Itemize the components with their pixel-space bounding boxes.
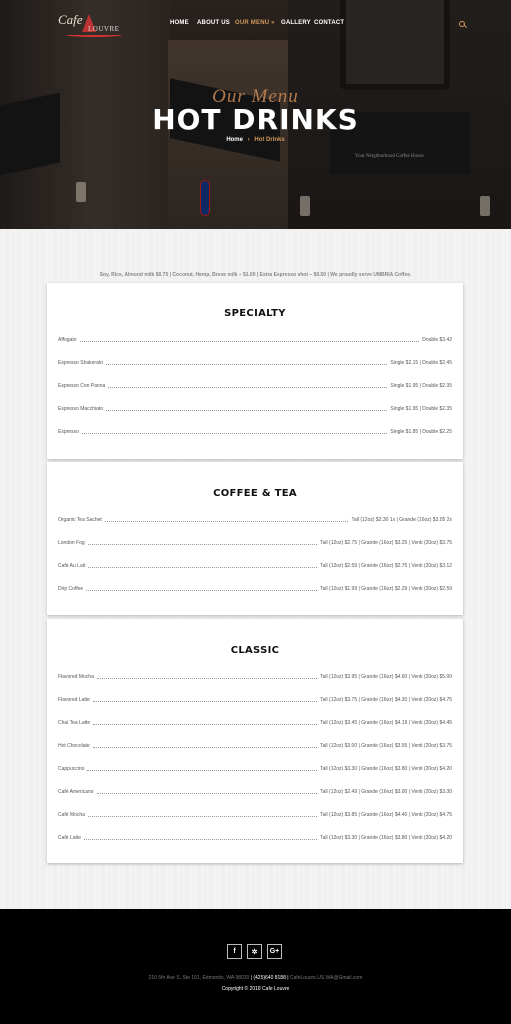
leader-dots <box>93 747 317 748</box>
menu-item-price: Single $1.85 | Double $2.25 <box>390 429 452 435</box>
nav-our-menu[interactable]: OUR MENU » <box>235 20 275 26</box>
leader-dots <box>108 387 387 388</box>
leader-dots <box>86 590 317 591</box>
menu-item-name: Flavored Mocha <box>58 674 94 680</box>
menu-note: Soy, Rice, Almond milk $0.75 | Coconut, Hemp, Breve milk – $1.00 | Extra Espresso shot – $0.50 | We proudly serve UMBRIA Coffee. <box>99 272 412 278</box>
nav-contact[interactable]: CONTACT <box>314 20 345 26</box>
menu-item-name: Cappuccino <box>58 766 85 772</box>
leader-dots <box>97 678 317 679</box>
menu-item-name: Espresso Shakerato <box>58 360 104 366</box>
menu-card-specialty <box>47 283 463 459</box>
menu-item <box>58 515 452 523</box>
menu-item <box>58 787 452 795</box>
leader-dots <box>87 770 317 771</box>
site-footer <box>0 909 511 1024</box>
menu-item <box>58 427 452 435</box>
menu-item <box>58 764 452 772</box>
section-title: COFFEE & TEA <box>213 488 297 499</box>
menu-item <box>58 810 452 818</box>
leader-dots <box>106 410 387 411</box>
leader-dots <box>97 793 318 794</box>
menu-item <box>58 584 452 592</box>
breadcrumb-home[interactable]: Home <box>226 137 243 143</box>
menu-item-name: Hot Chocolate <box>58 743 90 749</box>
logo-swoosh <box>66 33 122 37</box>
nav-home[interactable]: HOME <box>170 20 189 26</box>
breadcrumb-separator: › <box>247 137 250 143</box>
menu-item-price: Tall (12oz) $3.75 | Grande (16oz) $4.30 | Venti (20oz) $4.75 <box>320 697 452 703</box>
footer-address: 210 5th Ave S, Ste 101, Edmonds, WA 98020 <box>148 975 250 981</box>
menu-item-price: Single $2.15 | Double $2.45 <box>390 360 452 366</box>
menu-item-name: Café Mocha <box>58 812 85 818</box>
breadcrumb-current: Hot Drinks <box>254 137 285 143</box>
menu-item <box>58 561 452 569</box>
menu-item <box>58 695 452 703</box>
menu-item <box>58 358 452 366</box>
footer-phone[interactable]: (425)640 8188 <box>253 975 286 981</box>
menu-item-name: Drip Coffee <box>58 586 84 592</box>
menu-item-name: Organic Tea Sachet <box>58 517 102 523</box>
nav-about-us[interactable]: ABOUT US <box>197 20 230 26</box>
menu-card-coffee-tea <box>47 462 463 615</box>
footer-copyright: Copyright © 2018 Cafe Louvre <box>221 986 290 992</box>
footer-email[interactable]: CafeLouvre.US.WA@Gmail.com <box>289 975 363 981</box>
menu-item-price: Double $3.42 <box>422 337 452 343</box>
menu-item-price: Tall (12oz) $2.49 | Grande (16oz) $3.00 | Venti (20oz) $3.30 <box>320 789 452 795</box>
menu-item <box>58 741 452 749</box>
menu-item-name: Café Au Lait <box>58 563 86 569</box>
menu-item-price: Single $1.95 | Double $2.35 <box>390 383 452 389</box>
menu-card-classic <box>47 619 463 863</box>
menu-item <box>58 538 452 546</box>
menu-item-name: London Fog <box>58 540 85 546</box>
leader-dots <box>88 544 317 545</box>
menu-item-name: Espresso <box>58 429 79 435</box>
google-plus-icon[interactable]: G+ <box>267 944 282 959</box>
leader-dots <box>93 701 317 702</box>
menu-item <box>58 335 452 343</box>
menu-item-price: Tall (12oz) $3.00 | Grande (16oz) $3.55 | Venti (20oz) $3.75 <box>320 743 452 749</box>
menu-item-price: Tall (12oz) $1.99 | Grande (16oz) $2.29 | Venti (20oz) $2.59 <box>320 586 452 592</box>
menu-item-price: Tall (12oz) $3.85 | Grande (16oz) $4.40 | Venti (20oz) $4.75 <box>320 812 452 818</box>
leader-dots <box>106 364 387 365</box>
menu-item-price: Tall (12oz) $3.30 | Grande (16oz) $3.80 | Venti (20oz) $4.20 <box>320 835 452 841</box>
site-logo[interactable] <box>58 12 118 38</box>
logo-word: LOUVRE <box>88 25 120 33</box>
yelp-icon[interactable]: ✲ <box>247 944 262 959</box>
awning-text: Your Neighborhood Coffee House <box>355 154 424 159</box>
menu-item-price: Tall (12oz) $2.30 1x | Grande (16oz) $3.05 2x <box>351 517 452 523</box>
breadcrumb <box>0 137 511 143</box>
leader-dots <box>88 816 317 817</box>
leader-dots <box>88 567 317 568</box>
menu-item-name: Café Latte <box>58 835 82 841</box>
menu-item <box>58 833 452 841</box>
menu-item-name: Café Americano <box>58 789 94 795</box>
hero-subtitle: Our Menu <box>212 86 299 107</box>
nav-gallery[interactable]: GALLERY <box>281 20 311 26</box>
leader-dots <box>84 839 317 840</box>
menu-item <box>58 381 452 389</box>
menu-item-name: Affogato <box>58 337 77 343</box>
leader-dots <box>93 724 317 725</box>
leader-dots <box>80 341 420 342</box>
menu-item-name: Espresso Macchiato <box>58 406 104 412</box>
menu-item-price: Tall (12oz) $2.75 | Grande (16oz) $3.25 | Venti (20oz) $3.75 <box>320 540 452 546</box>
menu-item-price: Tall (12oz) $3.30 | Grande (16oz) $3.80 | Venti (20oz) $4.20 <box>320 766 452 772</box>
facebook-icon[interactable]: f <box>227 944 242 959</box>
page-title: HOT DRINKS <box>152 103 359 136</box>
menu-item <box>58 718 452 726</box>
menu-item-price: Single $1.95 | Double $2.35 <box>390 406 452 412</box>
logo-script: Cafe <box>58 12 83 27</box>
search-icon[interactable] <box>459 21 467 29</box>
section-title: SPECIALTY <box>224 308 286 319</box>
menu-item-price: Tall (12oz) $3.95 | Grande (16oz) $4.60 | Venti (20oz) $5.00 <box>320 674 452 680</box>
footer-contact-line: 210 5th Ave S, Ste 101, Edmonds, WA 98020 | (425)640 8188 | CafeLouvre.US.WA@Gmail.com <box>148 975 363 981</box>
section-title: CLASSIC <box>230 645 280 656</box>
leader-dots <box>82 433 388 434</box>
menu-item <box>58 404 452 412</box>
menu-item <box>58 672 452 680</box>
menu-item-name: Espresso Con Panna <box>58 383 106 389</box>
menu-item-name: Chai Tea Latte <box>58 720 91 726</box>
menu-item-price: Tall (12oz) $3.45 | Grande (16oz) $4.19 | Venti (20oz) $4.45 <box>320 720 452 726</box>
menu-item-name: Flavored Latte <box>58 697 90 703</box>
menu-item-price: Tall (12oz) $2.59 | Grande (16oz) $2.75 | Venti (20oz) $3.12 <box>320 563 452 569</box>
leader-dots <box>105 521 349 522</box>
